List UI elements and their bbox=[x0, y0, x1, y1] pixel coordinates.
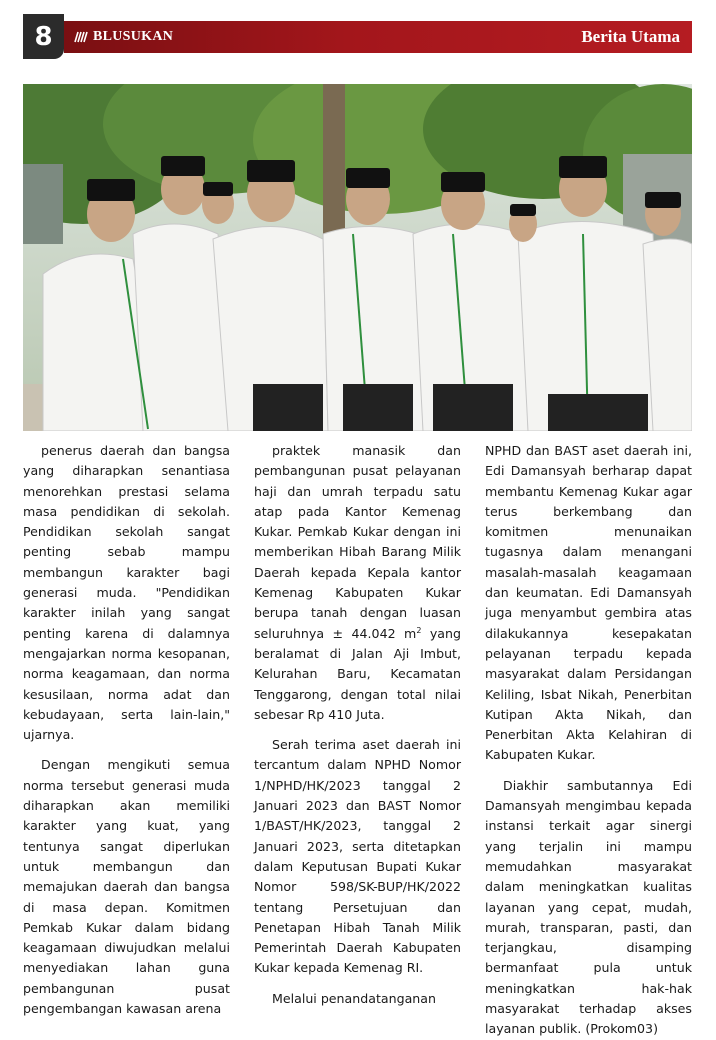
column-3 bbox=[485, 441, 692, 1037]
paragraph: Serah terima aset daerah ini tercantum dalam NPHD Nomor 1/NPHD/HK/2023 tanggal 2 Januari 2023 dan BAST Nomor 1/BAST/HK/2023, tanggal 2 Januari 2023, serta ditetapkan dalam Keputusan Bupati Kukar Nomor 598/SK-BUP/HK/2022 tentang Persetujuan dan Penetapan Hibah Tanah Milik Pemerintah Daerah Kabupaten Kukar kepada Kemenag RI. bbox=[254, 737, 461, 976]
column-2 bbox=[254, 441, 461, 1006]
article-photo bbox=[23, 84, 692, 431]
page-number: 8 bbox=[23, 14, 64, 59]
paragraph bbox=[254, 441, 461, 725]
paragraph: Melalui penandatanganan bbox=[272, 990, 436, 1006]
paragraph: NPHD dan BAST aset daerah ini, Edi Damansyah berharap dapat membantu Kemenag Kukar agar terus berkembang dan komitmen menunaikan tugasnya dalam menangani masalah-masalah keagamaan dan keumatan. Edi Damansyah juga menyambut gembira atas dilakukannya kesepakatan pelayanan terpadu kepada masyarakat dalam Persidangan Keliling, Isbat Nikah, Penerbitan Kutipan Akta Nikah, dan Penerbitan Akta Kelahiran di Kabupaten Kukar. bbox=[485, 443, 692, 763]
column-1 bbox=[23, 441, 230, 1017]
article-body bbox=[23, 441, 692, 1037]
paragraph: penerus daerah dan bangsa yang diharapkan senantiasa menorehkan prestasi selama masa pendidikan di sekolah. Pendidikan sekolah sangat penting sebab mampu membangun karakter bagi generasi muda. "Pendidikan karakter inilah yang sangat penting karena di dalamnya mengajarkan norma kesopanan, norma keagamaan, dan norma kesusilaan, norma adat dan kebudayaan, serta lain-lain," ujarnya. bbox=[23, 443, 230, 743]
paragraph: Dengan mengikuti semua norma tersebut generasi muda diharapkan akan memiliki karakter yang kuat, yang tentunya sangat diperlukan untuk membangun dan memajukan daerah dan bangsa di masa depan. Komitmen Pemkab Kukar dalam bidang keagamaan diwujudkan melalui menyediakan lahan guna pembangunan pusat pengembangan kawasan arena bbox=[23, 757, 230, 1017]
stripes-icon bbox=[74, 31, 88, 43]
text-run: yang beralamat di Jalan Aji Imbut, Kelurahan Baru, Kecamatan Tenggarong, dengan total nilai sebesar Rp 410 Juta. bbox=[254, 625, 461, 722]
section-title: Berita Utama bbox=[581, 27, 680, 46]
rubric-label bbox=[64, 29, 173, 45]
text-run: praktek manasik dan pembangunan pusat pelayanan haji dan umrah terpadu satu atap pada Kantor Kemenag Kukar. Pemkab Kukar dengan ini memberikan Hibah Barang Milik Daerah kepada Kepala kantor Kemenag Kabupaten Kukar berupa tanah dengan luasan seluruhnya ± 44.042 m bbox=[254, 443, 461, 641]
superscript: 2 bbox=[416, 625, 422, 635]
header-banner bbox=[64, 21, 692, 53]
paragraph: Diakhir sambutannya Edi Damansyah mengimbau kepada instansi terkait agar sinergi yang terjalin ini mampu memudahkan masyarakat dalam meningkatkan kualitas layanan yang cepat, mudah, murah, transparan, pasti, dan terjangkau, disamping bermanfaat pula untuk meningkatkan hak-hak masyarakat terhadap akses layanan publik. (Prokom03) bbox=[485, 777, 692, 1037]
rubric-text: BLUSUKAN bbox=[93, 29, 174, 44]
